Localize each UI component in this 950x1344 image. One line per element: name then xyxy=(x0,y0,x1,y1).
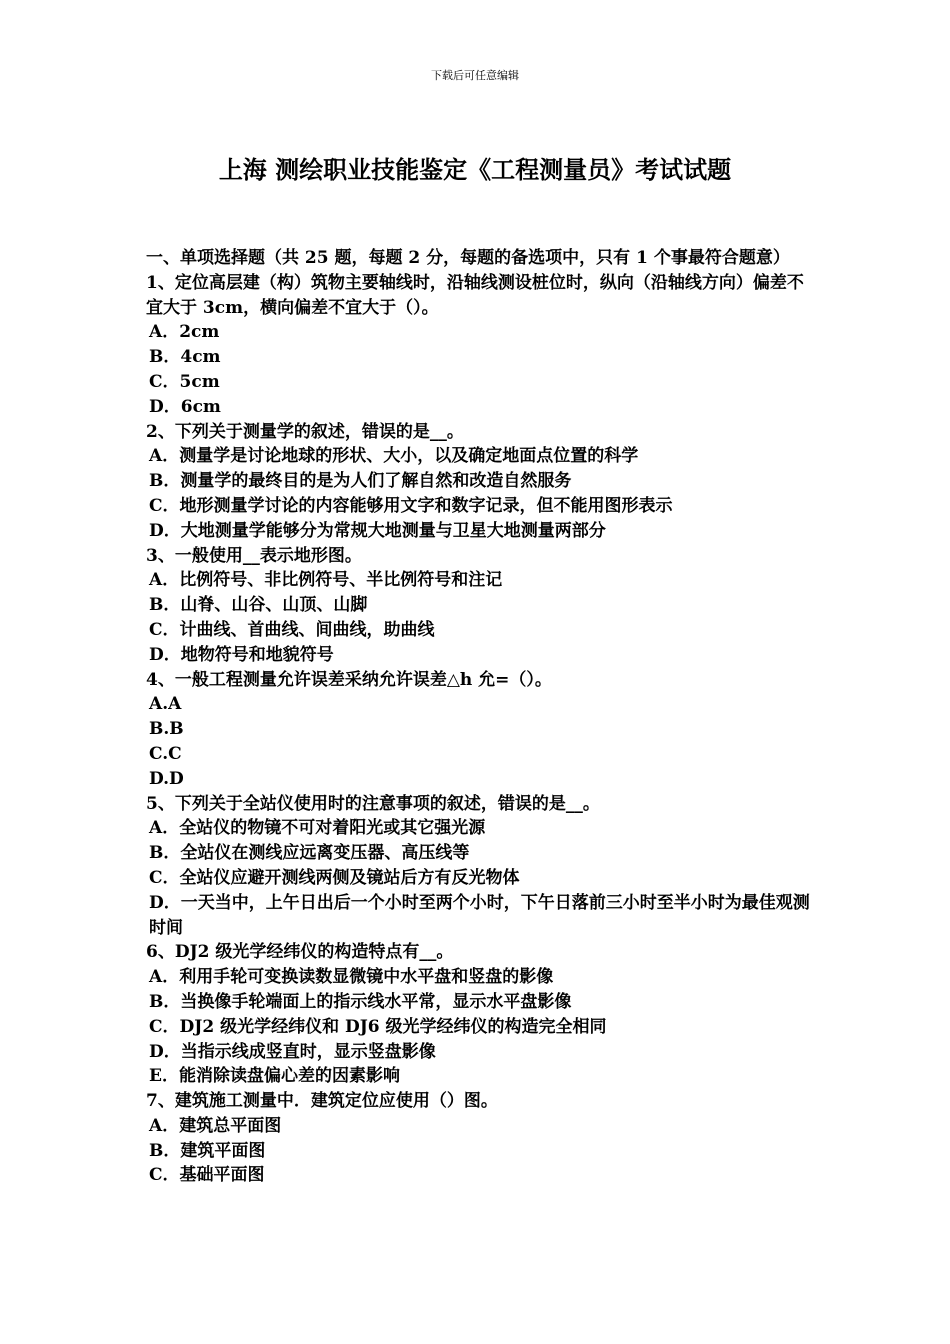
option-b: B.B xyxy=(149,719,184,740)
option-a: A．测量学是讨论地球的形状、大小，以及确定地面点位置的科学 xyxy=(149,446,639,467)
option-d: D．6cm xyxy=(149,396,221,417)
option-b: B．山脊、山谷、山顶、山脚 xyxy=(149,595,368,616)
option-d: D．当指示线成竖直时，显示竖盘影像 xyxy=(149,1041,436,1062)
option-c: C．计曲线、首曲线、间曲线，助曲线 xyxy=(149,619,435,640)
question-stem: 7、建筑施工测量中．建筑定位应使用（）图。 xyxy=(146,1091,498,1112)
option-c: C．DJ2 级光学经纬仪和 DJ6 级光学经纬仪的构造完全相同 xyxy=(149,1016,607,1037)
option-c: C．地形测量学讨论的内容能够用文字和数字记录，但不能用图形表示 xyxy=(149,495,673,516)
option-a: A．2cm xyxy=(149,322,220,343)
option-b: B．4cm xyxy=(149,347,221,368)
option-b: B．当换像手轮端面上的指示线水平常，显示水平盘影像 xyxy=(149,991,572,1012)
option-c: C．全站仪应避开测线两侧及镜站后方有反光物体 xyxy=(149,867,520,888)
document-title: 上海 测绘职业技能鉴定《工程测量员》考试试题 xyxy=(218,155,732,184)
option-e: E．能消除读盘偏心差的因素影响 xyxy=(149,1066,400,1087)
question-7 xyxy=(146,1089,810,1188)
question-stem: 5、下列关于全站仪使用时的注意事项的叙述，错误的是__。 xyxy=(146,793,600,814)
section-heading: 一、单项选择题（共 25 题，每题 2 分，每题的备选项中，只有 1 个事最符合题意） xyxy=(146,248,790,268)
question-stem: 1、定位高层建（构）筑物主要轴线时，沿轴线测设桩位时，纵向（沿轴线方向）偏差不宜大于 3cm，横向偏差不宜大于（）。 xyxy=(146,272,804,318)
option-d: D.D xyxy=(149,768,184,789)
option-a: A．建筑总平面图 xyxy=(149,1115,282,1136)
option-a: A．利用手轮可变换读数显微镜中水平盘和竖盘的影像 xyxy=(149,967,554,988)
option-a: A．比例符号、非比例符号、半比例符号和注记 xyxy=(149,570,503,591)
question-6 xyxy=(146,940,810,1089)
question-stem: 4、一般工程测量允许误差采纳允许误差△h 允=（）。 xyxy=(146,669,552,690)
page-header: 下载后可任意编辑 xyxy=(431,69,519,82)
option-d: D．一天当中，上午日出后一个小时至两个小时，下午日落前三小时至半小时为最佳观测时间 xyxy=(149,892,810,938)
option-d: D．大地测量学能够分为常规大地测量与卫星大地测量两部分 xyxy=(149,520,606,541)
option-d: D．地物符号和地貌符号 xyxy=(149,644,334,665)
question-1 xyxy=(146,271,810,420)
option-b: B．全站仪在测线应远离变压器、高压线等 xyxy=(149,843,470,864)
option-a: A．全站仪的物镜不可对着阳光或其它强光源 xyxy=(149,818,486,839)
option-b: B．测量学的最终目的是为人们了解自然和改造自然服务 xyxy=(149,471,572,492)
option-c: C．基础平面图 xyxy=(149,1165,265,1186)
option-c: C．5cm xyxy=(149,371,220,392)
option-c: C.C xyxy=(149,743,182,764)
question-5 xyxy=(146,792,810,941)
question-2 xyxy=(146,420,810,544)
question-4 xyxy=(146,668,810,792)
exam-content xyxy=(146,246,810,1188)
question-stem: 2、下列关于测量学的叙述，错误的是__。 xyxy=(146,421,464,442)
question-stem: 3、一般使用__表示地形图。 xyxy=(146,545,362,566)
option-b: B．建筑平面图 xyxy=(149,1140,266,1161)
option-a: A.A xyxy=(149,694,182,715)
question-3 xyxy=(146,544,810,668)
question-stem: 6、DJ2 级光学经纬仪的构造特点有__。 xyxy=(146,942,454,963)
